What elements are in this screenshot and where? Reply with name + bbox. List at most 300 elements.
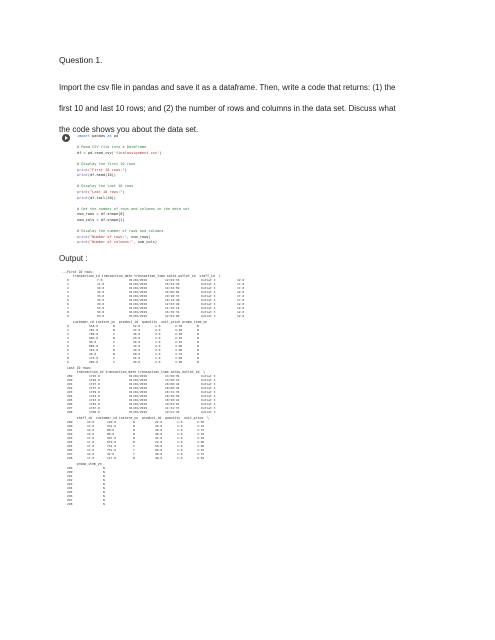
- table-cell: Outlet 3: [201, 294, 216, 298]
- table-cell: Outlet 3: [201, 302, 216, 306]
- table-cell: 3.75: [175, 352, 183, 356]
- table-cell: 18:31:35: [165, 390, 180, 394]
- table-cell: Outlet 3: [201, 398, 216, 402]
- table-cell: 18:50:42: [165, 398, 180, 402]
- table-cell: 879.0: [107, 440, 117, 444]
- table-cell: 297: [67, 452, 73, 456]
- table-cell: N: [103, 466, 105, 470]
- table-cell: 88.0: [107, 432, 115, 436]
- table-cell: 29.0: [155, 424, 163, 428]
- table-cell: 59.0: [97, 310, 105, 314]
- table-cell: Outlet 3: [201, 306, 216, 310]
- table-cell: Y: [113, 332, 115, 336]
- code-token: ): [122, 189, 125, 194]
- table-cell: N: [103, 474, 105, 478]
- code-token: # Display the number of rows and columns: [77, 229, 164, 234]
- table-cell: N: [133, 424, 135, 428]
- code-token: "Number of rows:": [90, 234, 127, 239]
- code-token: # Get the number of rows and columns in the data set: [77, 206, 190, 211]
- table-cell: 8: [67, 310, 69, 314]
- output-heading: Last 10 rows:: [67, 366, 92, 370]
- table-cell: 176.0: [89, 356, 99, 360]
- code-token: df = pd.read_csv(: [77, 150, 114, 155]
- table-cell: N: [133, 432, 135, 436]
- table-cell: 2.0: [155, 332, 161, 336]
- table-cell: 23.0: [133, 336, 141, 340]
- table-cell: 52.0: [133, 324, 141, 328]
- table-cell: 22.0: [155, 420, 163, 424]
- table-cell: 291: [67, 382, 73, 386]
- code-token: 'finalassignment.csv': [113, 150, 160, 155]
- table-cell: 292: [67, 386, 73, 390]
- table-cell: Y: [133, 452, 135, 456]
- table-cell: 2: [67, 332, 69, 336]
- table-cell: 2.0: [155, 336, 161, 340]
- table-cell: Outlet 3: [201, 278, 216, 282]
- output-area: [62, 270, 252, 588]
- table-cell: 293: [67, 482, 73, 486]
- table-cell: 3.00: [175, 360, 183, 364]
- table-cell: 01/06/2019: [129, 314, 148, 318]
- code-token: (: [87, 167, 90, 172]
- code-token: , num_rows): [126, 234, 151, 239]
- table-cell: 2.0: [155, 344, 161, 348]
- code-token: "Number of columns:": [90, 240, 134, 245]
- play-icon[interactable]: [62, 134, 70, 142]
- table-cell: 1.0: [155, 356, 161, 360]
- table-cell: 01/06/2019: [129, 310, 148, 314]
- table-cell: 18:00:45: [165, 386, 180, 390]
- table-cell: 3.00: [175, 344, 183, 348]
- table-cell: 48.0: [155, 456, 163, 460]
- table-cell: 01/06/2019: [129, 302, 148, 306]
- table-cell: 297: [67, 406, 73, 410]
- table-cell: 22.0: [155, 440, 163, 444]
- table-cell: 01/06/2019: [129, 386, 148, 390]
- table-cell: 290: [67, 470, 73, 474]
- table-cell: 51.0: [133, 356, 141, 360]
- code-token: pd: [111, 134, 119, 138]
- table-cell: 12.0: [237, 302, 245, 306]
- table-cell: 5: [67, 344, 69, 348]
- table-cell: 781.0: [89, 328, 99, 332]
- table-cell: 3.75: [197, 428, 205, 432]
- table-cell: 12.0: [237, 310, 245, 314]
- table-cell: 289: [67, 466, 73, 470]
- table-cell: 17.0: [237, 298, 245, 302]
- table-cell: N: [103, 494, 105, 498]
- table-cell: 295: [67, 444, 73, 448]
- table-cell: 15:54:39: [165, 282, 180, 286]
- table-cell: 2: [67, 286, 69, 290]
- table-cell: 1.0: [177, 448, 183, 452]
- table-cell: 12:04:33: [165, 278, 180, 282]
- table-cell: Y: [113, 360, 115, 364]
- table-cell: 2.50: [197, 420, 205, 424]
- table-cell: 12:03:49: [165, 302, 180, 306]
- table-cell: 1739.0: [89, 390, 100, 394]
- code-token: import: [77, 134, 90, 138]
- question-line: first 10 and last 10 rows; and (2) the number of rows and columns in the data set. Discuss what: [59, 104, 396, 113]
- table-cell: 296: [67, 448, 73, 452]
- table-cell: 751.0: [107, 448, 117, 452]
- table-cell: N: [197, 340, 199, 344]
- table-cell: Y: [133, 444, 135, 448]
- table-cell: 310.0: [89, 348, 99, 352]
- table-cell: 3.10: [197, 424, 205, 428]
- table-cell: N: [113, 328, 115, 332]
- code-token: # Display the last 10 rows: [77, 184, 134, 189]
- table-cell: N: [133, 420, 135, 424]
- table-cell: 19:18:37: [165, 294, 180, 298]
- table-cell: 19:03:01: [165, 402, 180, 406]
- table-cell: 1742.0: [89, 394, 100, 398]
- table-cell: 3.00: [175, 356, 183, 360]
- table-cell: 292: [67, 478, 73, 482]
- table-cell: Outlet 3: [201, 406, 216, 410]
- table-cell: Outlet 3: [201, 314, 216, 318]
- table-cell: 17.0: [87, 448, 95, 452]
- table-cell: 2.00: [197, 440, 205, 444]
- table-cell: 294: [67, 394, 73, 398]
- table-cell: 18:39:59: [165, 394, 180, 398]
- table-cell: N: [103, 486, 105, 490]
- table-cell: N: [113, 324, 115, 328]
- table-cell: 49.0: [133, 360, 141, 364]
- table-cell: Y: [113, 356, 115, 360]
- table-cell: Outlet 3: [201, 390, 216, 394]
- table-cell: 2.45: [175, 340, 183, 344]
- table-cell: 40.0: [155, 428, 163, 432]
- table-cell: 3.25: [197, 448, 205, 452]
- table-cell: 298: [67, 410, 73, 414]
- question-text: [59, 77, 439, 140]
- table-cell: 1743.0: [89, 398, 100, 402]
- table-cell: 1.0: [177, 440, 183, 444]
- table-cell: 01/06/2019: [129, 286, 148, 290]
- table-cell: 32.0: [97, 290, 105, 294]
- question-title: Question 1.: [59, 55, 103, 65]
- table-cell: N: [133, 456, 135, 460]
- table-cell: N: [197, 344, 199, 348]
- table-cell: N: [113, 348, 115, 352]
- table-cell: 12.0: [237, 306, 245, 310]
- code-token: "First 10 rows:": [90, 167, 125, 172]
- code-block[interactable]: [77, 134, 190, 246]
- table-cell: Outlet 3: [201, 394, 216, 398]
- table-cell: 01/06/2019: [129, 278, 148, 282]
- table-header: transaction_id transaction_date transaction_time sales_outlet_id \: [67, 370, 206, 374]
- table-cell: 33.0: [97, 294, 105, 298]
- code-token: as: [107, 134, 112, 138]
- table-cell: 27.0: [133, 328, 141, 332]
- table-cell: 6: [67, 302, 69, 306]
- table-cell: N: [197, 324, 199, 328]
- table-cell: 11:15:14: [165, 306, 180, 310]
- table-cell: 1.0: [155, 352, 161, 356]
- table-cell: 3.00: [197, 444, 205, 448]
- table-cell: 12.0: [87, 432, 95, 436]
- table-cell: 5: [67, 298, 69, 302]
- table-cell: 1.0: [177, 424, 183, 428]
- table-cell: 17.0: [87, 424, 95, 428]
- table-cell: 3.50: [175, 328, 183, 332]
- code-token: (df.head(10)): [87, 173, 116, 178]
- table-cell: 298: [67, 456, 73, 460]
- table-cell: 293: [67, 436, 73, 440]
- table-cell: 1.0: [177, 428, 183, 432]
- table-header: customer_id instore_yn product_id quantity unit_price promo_item_yn: [67, 320, 208, 324]
- table-cell: 1725.0: [89, 374, 100, 378]
- table-cell: 294: [67, 440, 73, 444]
- table-cell: N: [113, 336, 115, 340]
- table-cell: 280.0: [89, 360, 99, 364]
- table-cell: 2.50: [197, 456, 205, 460]
- table-cell: 19:51:35: [165, 410, 180, 414]
- table-cell: 4: [67, 340, 69, 344]
- table-cell: Outlet 3: [201, 282, 216, 286]
- table-cell: 788.0: [89, 332, 99, 336]
- output-expand-icon[interactable]: ⋯: [62, 270, 67, 276]
- table-header: staff_id customer_id instore_yn product_id quantity unit_price \: [67, 416, 210, 420]
- code-token: pandas: [89, 134, 108, 138]
- table-cell: Outlet 3: [201, 410, 216, 414]
- table-cell: 12.0: [87, 428, 95, 432]
- table-cell: 296: [67, 494, 73, 498]
- table-cell: 13:50:23: [165, 378, 180, 382]
- table-cell: 01/06/2019: [129, 290, 148, 294]
- table-cell: N: [103, 478, 105, 482]
- table-cell: Y: [133, 448, 135, 452]
- table-cell: 1.0: [177, 436, 183, 440]
- table-cell: 1745.0: [89, 402, 100, 406]
- table-cell: 683.0: [89, 336, 99, 340]
- table-cell: 1.0: [155, 324, 161, 328]
- table-cell: 01/06/2019: [129, 394, 148, 398]
- table-cell: 294: [67, 486, 73, 490]
- table-cell: 12:01:00: [165, 314, 180, 318]
- table-cell: N: [197, 336, 199, 340]
- table-cell: Outlet 3: [201, 386, 216, 390]
- output-label: Output :: [59, 254, 88, 263]
- table-cell: 289: [67, 420, 73, 424]
- code-token: print: [77, 173, 88, 178]
- code-token: print: [77, 189, 88, 194]
- table-cell: 1.0: [177, 444, 183, 448]
- table-cell: 41.0: [155, 436, 163, 440]
- table-cell: 1737.0: [89, 386, 100, 390]
- table-cell: 39.0: [97, 302, 105, 306]
- table-header: promo_item_yn: [67, 462, 102, 466]
- table-cell: 26.0: [89, 352, 97, 356]
- table-cell: 295: [67, 398, 73, 402]
- code-token: (: [87, 240, 90, 245]
- table-cell: 11.0: [97, 282, 105, 286]
- table-cell: 1.0: [177, 452, 183, 456]
- table-cell: 1727.0: [89, 382, 100, 386]
- table-cell: 53.0: [97, 306, 105, 310]
- table-cell: 289: [67, 374, 73, 378]
- table-cell: N: [103, 482, 105, 486]
- table-cell: 01/06/2019: [129, 410, 148, 414]
- table-cell: 18:00:44: [165, 382, 180, 386]
- code-token: ): [159, 150, 162, 155]
- table-cell: 2.50: [175, 336, 183, 340]
- table-cell: 42.0: [107, 452, 115, 456]
- table-cell: 01/06/2019: [129, 378, 148, 382]
- table-cell: 35.0: [97, 298, 105, 302]
- code-token: print: [77, 195, 88, 200]
- code-token: # Read CSV file into a DataFrame: [77, 145, 147, 150]
- table-cell: 6: [67, 348, 69, 352]
- table-cell: 8: [67, 356, 69, 360]
- table-cell: 2.50: [197, 436, 205, 440]
- table-cell: 17.0: [237, 286, 245, 290]
- table-cell: 3: [67, 336, 69, 340]
- table-cell: 1760.0: [89, 410, 100, 414]
- table-cell: 751.0: [107, 444, 117, 448]
- table-cell: 2.0: [155, 328, 161, 332]
- table-cell: 12.0: [87, 420, 95, 424]
- table-cell: 18:14:48: [165, 298, 180, 302]
- table-cell: 341.0: [107, 424, 117, 428]
- code-token: (: [87, 234, 90, 239]
- code-token: print: [77, 234, 88, 239]
- code-cell[interactable]: [62, 134, 402, 244]
- table-cell: 63.0: [97, 314, 105, 318]
- table-cell: 01/06/2019: [129, 402, 148, 406]
- table-cell: N: [103, 502, 105, 506]
- table-cell: 1: [67, 282, 69, 286]
- question-line: Import the csv file in pandas and save it as a dataframe. Then, write a code that returns: (1) the: [59, 83, 396, 92]
- table-cell: 17.0: [87, 440, 95, 444]
- table-cell: Outlet 3: [201, 290, 216, 294]
- table-cell: Outlet 3: [201, 402, 216, 406]
- code-token: num_cols = df.shape[1]: [77, 217, 125, 222]
- table-cell: 2.50: [175, 324, 183, 328]
- table-cell: 7.0: [97, 278, 103, 282]
- table-cell: 558.0: [89, 324, 99, 328]
- table-cell: Outlet 3: [201, 298, 216, 302]
- table-cell: 01/06/2019: [129, 390, 148, 394]
- table-cell: 295: [67, 490, 73, 494]
- table-cell: Y: [113, 344, 115, 348]
- table-cell: 291: [67, 428, 73, 432]
- table-cell: 01/06/2019: [129, 374, 148, 378]
- table-cell: 01/06/2019: [129, 282, 148, 286]
- table-cell: N: [133, 428, 135, 432]
- table-cell: Outlet 3: [201, 378, 216, 382]
- table-cell: N: [113, 352, 115, 356]
- table-cell: 3: [67, 290, 69, 294]
- table-cell: 40.0: [155, 452, 163, 456]
- table-cell: 2.0: [155, 360, 161, 364]
- table-cell: 292: [67, 432, 73, 436]
- table-cell: 32.0: [133, 344, 141, 348]
- table-cell: 16:06:04: [165, 290, 180, 294]
- table-cell: 14:34:59: [165, 286, 180, 290]
- table-cell: 0: [67, 278, 69, 282]
- table-cell: Outlet 3: [201, 382, 216, 386]
- question-line: the code shows you about the data set.: [59, 125, 199, 134]
- table-cell: 11:31:37: [165, 406, 180, 410]
- table-cell: 89.0: [155, 448, 163, 452]
- code-token: ): [124, 167, 127, 172]
- table-cell: 01/06/2019: [129, 294, 148, 298]
- table-cell: 12.0: [237, 314, 245, 318]
- table-cell: 01/06/2019: [129, 406, 148, 410]
- table-cell: Outlet 3: [201, 374, 216, 378]
- table-cell: 7: [67, 306, 69, 310]
- table-cell: 2.0: [155, 348, 161, 352]
- table-cell: 13:50:36: [165, 374, 180, 378]
- table-cell: 60.0: [133, 352, 141, 356]
- table-cell: 1726.0: [89, 378, 100, 382]
- table-cell: N: [133, 440, 135, 444]
- table-cell: 291: [67, 474, 73, 478]
- code-token: print: [77, 240, 88, 245]
- table-cell: 296: [67, 402, 73, 406]
- table-cell: 3.25: [197, 432, 205, 436]
- table-cell: 01/06/2019: [129, 382, 148, 386]
- table-cell: 01/06/2019: [129, 306, 148, 310]
- table-cell: 49.0: [133, 348, 141, 352]
- table-cell: 290: [67, 424, 73, 428]
- table-cell: 88.0: [107, 428, 115, 432]
- code-token: (df.tail(10)): [87, 195, 116, 200]
- table-cell: 298: [67, 502, 73, 506]
- table-cell: N: [197, 332, 199, 336]
- code-token: # Display the first 10 rows: [77, 161, 136, 166]
- table-header: transaction_id transaction_date transaction_time sales_outlet_id staff_id \: [67, 274, 221, 278]
- table-cell: 997.0: [107, 436, 117, 440]
- table-cell: 12.0: [237, 290, 245, 294]
- table-cell: 297: [67, 498, 73, 502]
- table-cell: N: [197, 360, 199, 364]
- table-cell: 3.75: [197, 452, 205, 456]
- table-cell: 9: [67, 360, 69, 364]
- table-cell: 886.0: [89, 344, 99, 348]
- table-cell: 17.0: [237, 294, 245, 298]
- output-heading: First 10 rows:: [67, 270, 94, 274]
- table-cell: 3.00: [175, 348, 183, 352]
- table-cell: 40.0: [155, 432, 163, 436]
- table-cell: 01/06/2019: [129, 298, 148, 302]
- table-cell: 99.0: [89, 340, 97, 344]
- table-cell: N: [103, 490, 105, 494]
- table-cell: Y: [113, 340, 115, 344]
- table-cell: 140.0: [107, 420, 117, 424]
- table-cell: N: [197, 356, 199, 360]
- table-cell: 117.0: [107, 456, 117, 460]
- table-cell: N: [103, 498, 105, 502]
- table-cell: 34.0: [133, 340, 141, 344]
- table-cell: 19.0: [97, 286, 105, 290]
- table-cell: N: [197, 328, 199, 332]
- table-cell: 12.0: [237, 278, 245, 282]
- table-cell: N: [197, 348, 199, 352]
- table-cell: 16:39:31: [165, 310, 180, 314]
- table-cell: 17.0: [87, 436, 95, 440]
- code-token: (: [87, 189, 90, 194]
- table-cell: N: [103, 470, 105, 474]
- code-token: num_rows = df.shape[0]: [77, 212, 125, 217]
- table-cell: Outlet 3: [201, 310, 216, 314]
- code-token: print: [77, 167, 88, 172]
- table-cell: 1747.0: [89, 406, 100, 410]
- table-cell: 17.0: [237, 282, 245, 286]
- table-cell: N: [197, 352, 199, 356]
